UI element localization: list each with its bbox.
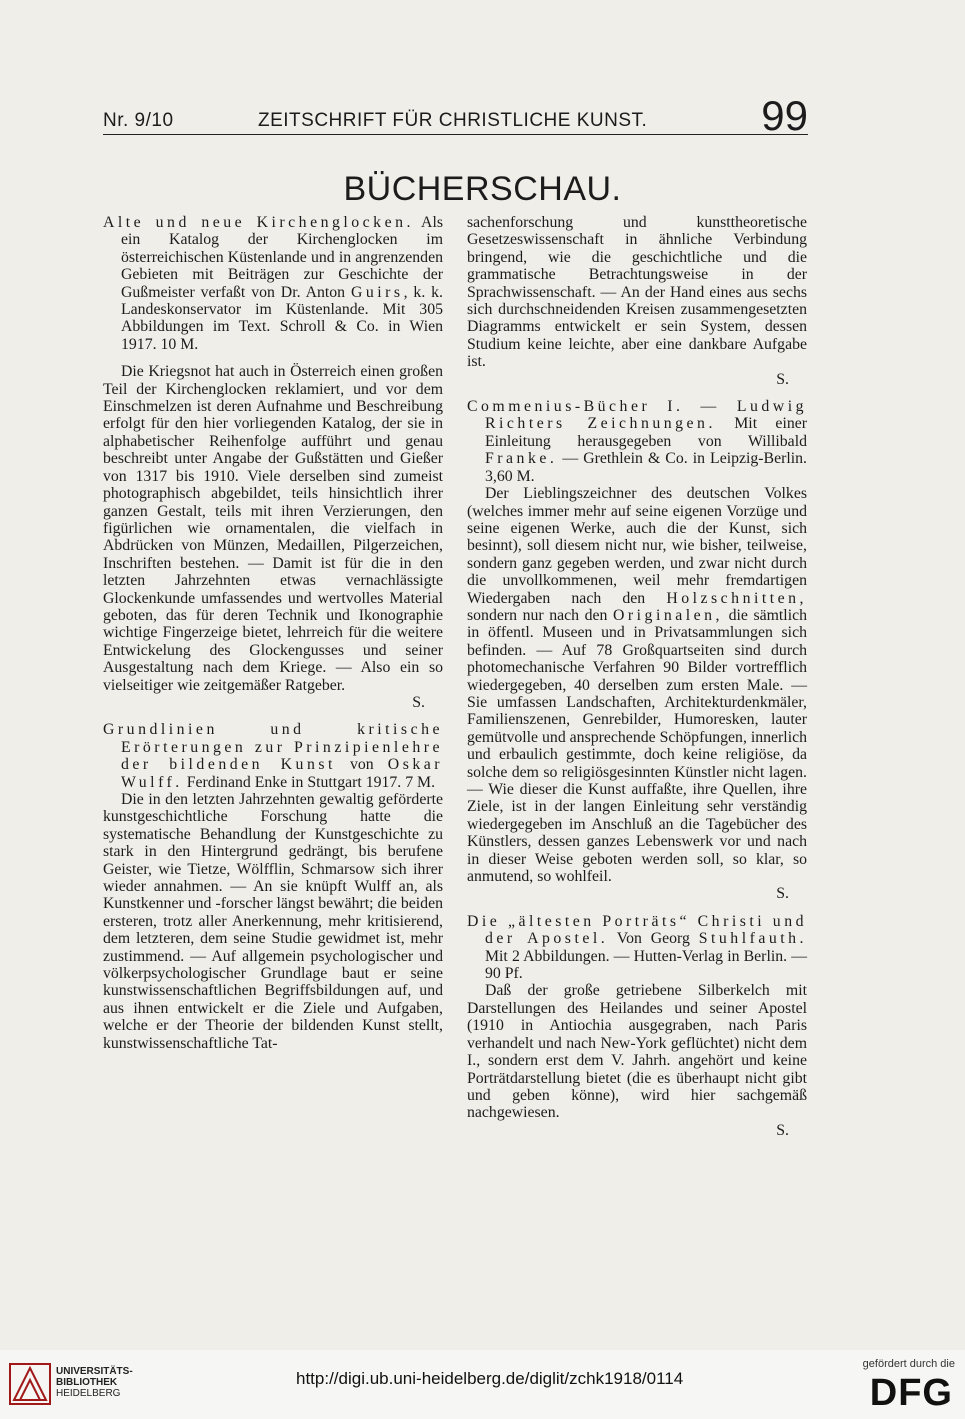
reviewer-signature: S. [412,693,425,711]
review-text: sachenforschung und kunsttheoretische Gesetzeswissenschaft in ähnliche Verbindung bringend, wie die geschichtliche und die grammatische Betrachtungsweise in der Sprachwissenschaft. — An der Hand eines aus sechs sich durchschneidenden Kreisen zusammengesetzten Diagramms entwickelt er sein System, dessen Studium keine leichte, aber eine dankbare Aufgabe ist. [467,214,807,371]
review-text: Daß der große getriebene Silberkelch mit Darstellungen des Heilandes und seiner Apostel (1910 in Antiochia ausgegraben, nach Paris verhandelt und nach New-York geflüchtet) nicht dem I., sondern erst dem V. Jahrh. angehört und keine Porträtdarstellung bietet (die es überhaupt nicht gibt und geben könne), wird hier sachgemäß nachgewiesen. [467,982,807,1122]
editor-name: Franke. [485,450,558,468]
review-entry-prinzipienlehre [103,721,443,1052]
permalink-url[interactable]: http://digi.ub.uni-heidelberg.de/diglit/zchk1918/0114 [296,1369,684,1388]
entry-heading: Alte und neue Kirchenglocken. Als ein Katalog der Kirchenglocken im österreichischen Küstenlande und in angrenzenden Gebieten mit Beiträgen zur Geschichte der Gußmeister verfaßt von Dr. Anton Guirs, k. k. Landeskonservator im Küstenlande. Mit 305 Abbildungen im Text. Schroll & Co. in Wien 1917. 10 M. [103,214,444,353]
running-header [103,92,808,139]
header-rule [103,134,808,135]
entry-heading: Grundlinien und kritische Erörterungen zur Prinzipienlehre der bildenden Kunst von Oskar Wulff. Ferdinand Enke in Stuttgart 1917. 7 M. [103,721,444,791]
review-entry-prinzipienlehre-continued [467,214,807,388]
author-name: Oskar Wulff. [121,756,444,791]
digitization-footer [0,1350,965,1419]
journal-title: ZEITSCHRIFT FÜR CHRISTLICHE KUNST. [258,110,648,131]
review-entry-kirchenglocken [103,214,443,711]
review-entry-ludwig-richter [467,398,807,903]
book-title: Die „ältesten Porträts“ Christi und der Apostel. [467,912,807,948]
left-column [103,214,443,1062]
funding-label: gefördert durch die [862,1358,955,1370]
book-title: Alte und neue Kirchenglocken. [103,214,414,231]
right-column [467,214,807,1149]
entry-heading: Commenius-Bücher I. — Ludwig Richters Zeichnungen. Mit einer Einleitung herausgegeben von Willibald Franke. — Grethlein & Co. in Leipzig-Berlin. 3,60 M. [467,398,808,485]
review-text: Der Lieblingszeichner des deutschen Volkes (welches immer mehr auf seine eigenen Vorzüge und seine eigenen Werke, auch die der Kunst, sich besinnt), soll diesem nicht nur, wie bisher, teilweise, sondern ganz gegeben werden, und zwar nicht durch die unvollkommenen, weil mehr fremdartigen Wiedergaben nach den Holzschnitten, sondern nur nach den Originalen, die sämtlich in öffentl. Museen und in Privatsammlungen sich befinden. — Auf 78 Großquartseiten sind durch photomechanische Verfahren 90 Bilder vortrefflich wiedergegeben, 40 derselben zum ersten Male. — Sie umfassen Landschaften, Architekturdenkmäler, Familienszenen, Genrebilder, Humoresken, lauter gemütvolle und ansprechende Schöpfungen, innerlich und erbaulich gestimmte, doch keine religiöse, da solche dem so religiösgesinnten Künstler nicht lagen. — Wie dieser die Kunst auffaßte, ihre Quellen, ihre Ziele, ist in der langen Einleitung sehr verständig wiedergegeben im Anschluß an die Tagebücher des Künstlers, dessen ganzes Lebenswerk vor und nach in dieser Weise geboten werden soll, so klar, so anmutend, so wohlfeil. [467,485,808,886]
book-title: Grundlinien und kritische Erörterungen zur Prinzipienlehre der bildenden Kunst [103,721,443,774]
entry-heading: Die „ältesten Porträts“ Christi und der Apostel. Von Georg Stuhlfauth. Mit 2 Abbildungen. — Hutten-Verlag in Berlin. — 90 Pf. [467,912,807,983]
dfg-logo: DFG [869,1372,953,1414]
review-text: Die Kriegsnot hat auch in Österreich einen großen Teil der Kirchenglocken reklamiert, und vor dem Einschmelzen ist deren Aufnahme und Beschreibung erfolgt für den hier vorliegenden Katalog, der sie in alphabetischer Reihenfolge aufführt und genau beschreibt unter Angabe der Gußstätten und Gießer von 1317 bis 1910. Viele derselben sind zumeist photographisch abgebildet, teils hinsichtlich ihrer ganzen Gestalt, teils mit ihren Verzierungen, den figürlichen wie ornamentalen, die vielfach in Abdrücken von Münzen, Medaillen, Pilgerzeichen, Inschriften bestehen. — Damit ist für die in den letzten Jahrzehnten etwas vernachlässigte Glockenkunde umfassendes und wertvolles Material geboten, das für deren Technik und Ikonographie wichtige Fingerzeige bietet, lehrreich für die weitere Entwickelung des Glockengusses und seiner Ausgestaltung nach dem Kriege. — Also ein so vielseitiger wie zeitgemäßer Ratgeber. [103,363,443,694]
section-title: BÜCHERSCHAU. [343,170,622,208]
review-entry-aelteste-portraets [467,913,807,1139]
author-name: Stuhlfauth. [698,930,807,948]
page-number: 99 [761,92,808,139]
author-name: Guirs [350,283,404,301]
reviewer-signature: S. [776,1121,789,1139]
library-name: UNIVERSITÄTS- BIBLIOTHEK HEIDELBERG [56,1366,133,1399]
reviewer-signature: S. [776,370,789,388]
library-logo-icon [8,1362,52,1406]
issue-number: Nr. 9/10 [103,110,174,131]
review-text: Die in den letzten Jahrzehnten gewaltig geförderte kunstgeschichtliche Forschung hatte die systematische Behandlung der Kunstgeschichte zu stark in den Hintergrund gedrängt, bis berufene Geister, wie Tietze, Wölfflin, Schmarsow sich ihrer wieder annahmen. — An sie knüpft Wulff an, als Kunstkenner und -forscher längst bewährt; die beiden ersteren, trotz aller Anerkennung, mehr kritisierend, dem letzteren, dem seine Studie gewidmet ist, mehr zustimmend. — Auf allgemein psychologischer und völkerpsychologischer Grundlage baut er seine kunstwissenschaftlichen Begriffsbildungen auf, und aus ihnen entwickelt er die Ziele und Aufgaben, welche er der Theorie der bildenden Kunst stellt, kunstwissenschaftliche Tat- [103,791,443,1052]
reviewer-signature: S. [776,885,789,903]
book-title: Commenius-Bücher I. — Ludwig Richters Zeichnungen. [467,398,807,433]
